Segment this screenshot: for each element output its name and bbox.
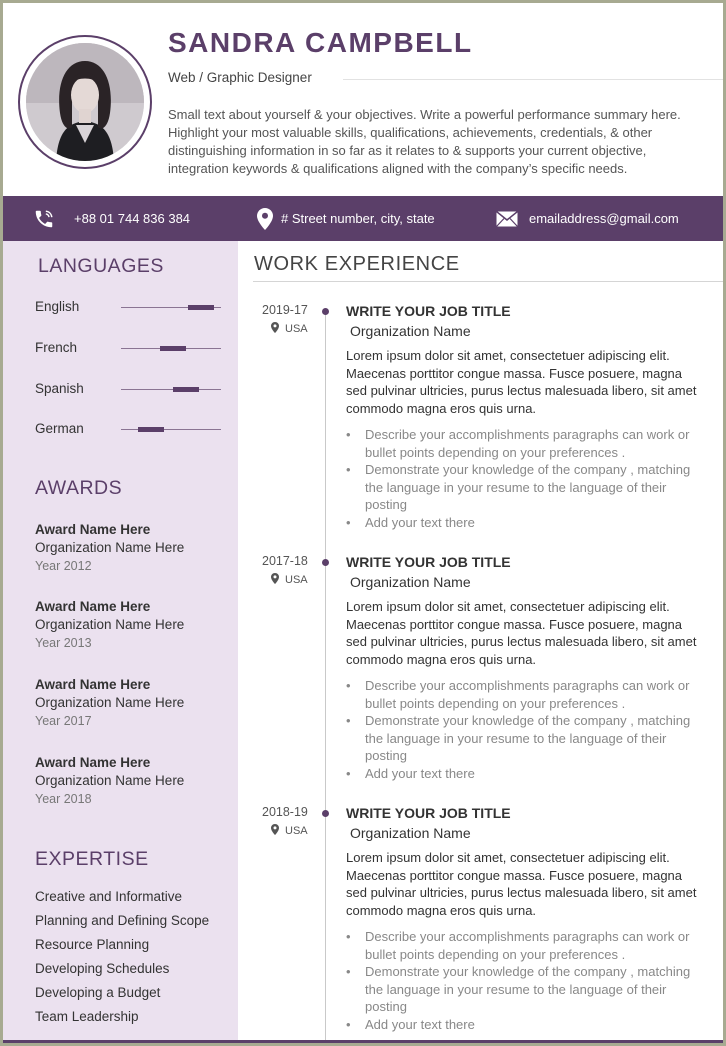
- expertise-item: Creative and Informative: [35, 889, 183, 904]
- award-year: Year 2017: [35, 714, 92, 728]
- timeline-dot: [322, 559, 329, 566]
- expertise-heading: EXPERTISE: [35, 848, 149, 870]
- job-bullet: • Demonstrate your knowledge of the company , matching the language in your resume to the language of their posting: [346, 461, 706, 514]
- location-pin-icon: [271, 573, 285, 587]
- contact-phone-text: +88 01 744 836 384: [74, 211, 191, 226]
- expertise-item: Developing a Budget: [35, 985, 161, 1000]
- award-name: Award Name Here: [35, 677, 151, 692]
- contact-bar: [3, 196, 723, 241]
- job-description: Lorem ipsum dolor sit amet, consectetuer adipiscing elit. Maecenas porttitor congue massa. Fusce posuere, magna sed pulvinar ultricies, purus lectus malesuada libero, sit amet commodo magna eros quis urna.: [346, 599, 697, 667]
- job-bullets: [346, 677, 706, 782]
- language-label: French: [35, 340, 78, 355]
- candidate-role: Web / Graphic Designer: [168, 70, 312, 85]
- phone-icon: [33, 208, 55, 230]
- job-date: 2019-17: [262, 303, 308, 317]
- job-bullet: • Describe your accomplishments paragraphs can work or bullet points depending on your preferences .: [346, 928, 706, 963]
- job-bullet: • Add your text there: [346, 514, 706, 532]
- award-year: Year 2012: [35, 559, 92, 573]
- job-bullet: • Describe your accomplishments paragraphs can work or bullet points depending on your preferences .: [346, 426, 706, 461]
- job-bullet: • Demonstrate your knowledge of the company , matching the language in your resume to the language of their posting: [346, 963, 706, 1016]
- job-bullet: • Demonstrate your knowledge of the company , matching the language in your resume to the language of their posting: [346, 712, 706, 765]
- language-label: German: [35, 421, 84, 436]
- language-label: English: [35, 299, 80, 314]
- job-location: [271, 322, 308, 336]
- job-entry: [3, 805, 723, 1045]
- award-org: Organization Name Here: [35, 695, 185, 710]
- contact-phone[interactable]: [33, 196, 190, 241]
- language-label: Spanish: [35, 381, 84, 396]
- job-date: 2018-19: [262, 805, 308, 819]
- awards-heading: AWARDS: [35, 477, 123, 499]
- location-pin-icon: [271, 322, 285, 336]
- job-org: Organization Name: [350, 825, 471, 841]
- profile-photo: [26, 43, 144, 161]
- award-org: Organization Name Here: [35, 773, 185, 788]
- award-org: Organization Name Here: [35, 617, 185, 632]
- profile-summary: Small text about yourself & your objectives. Write a powerful performance summary here. Highlight your most valuable skills, qualifications, achievements, credentials, & other distinguishing information in so far as it relates to & supports your current objective, integration keywords & qualifications aligned with the company’s specific needs.: [168, 107, 681, 176]
- envelope-icon: [496, 211, 518, 227]
- job-bullet: • Add your text there: [346, 1016, 706, 1034]
- location-pin-icon: [257, 208, 273, 230]
- languages-heading: LANGUAGES: [38, 255, 164, 277]
- work-experience-heading: WORK EXPERIENCE: [254, 253, 460, 275]
- award-year: Year 2018: [35, 792, 92, 806]
- award-name: Award Name Here: [35, 599, 151, 614]
- job-bullets: [346, 426, 706, 531]
- award-org: Organization Name Here: [35, 540, 185, 555]
- profile-photo-frame: [18, 35, 152, 169]
- job-location: [271, 824, 308, 838]
- contact-address-text: # Street number, city, state: [281, 211, 435, 226]
- timeline-dot: [322, 810, 329, 817]
- job-title: WRITE YOUR JOB TITLE: [346, 805, 511, 821]
- location-pin-icon: [271, 824, 285, 838]
- work-heading-divider: [253, 281, 723, 282]
- header-divider: [343, 79, 723, 80]
- expertise-item: Team Leadership: [35, 1009, 139, 1024]
- award-name: Award Name Here: [35, 522, 151, 537]
- expertise-item: Planning and Defining Scope: [35, 913, 210, 928]
- job-bullets: [346, 928, 706, 1033]
- job-title: WRITE YOUR JOB TITLE: [346, 303, 511, 319]
- contact-email[interactable]: [496, 196, 679, 241]
- job-title: WRITE YOUR JOB TITLE: [346, 554, 511, 570]
- job-location-text: USA: [285, 323, 308, 335]
- job-entry: [3, 303, 723, 543]
- candidate-name: SANDRA CAMPBELL: [168, 27, 473, 58]
- job-description: Lorem ipsum dolor sit amet, consectetuer adipiscing elit. Maecenas porttitor congue massa. Fusce posuere, magna sed pulvinar ultricies, purus lectus malesuada libero, sit amet commodo magna eros quis urna.: [346, 850, 697, 918]
- expertise-item: Developing Schedules: [35, 961, 170, 976]
- job-bullet: • Describe your accomplishments paragraphs can work or bullet points depending on your preferences .: [346, 677, 706, 712]
- footer-bar: [3, 1040, 723, 1046]
- award-name: Award Name Here: [35, 755, 151, 770]
- job-org: Organization Name: [350, 323, 471, 339]
- job-location-text: USA: [285, 825, 308, 837]
- job-location: [271, 573, 308, 587]
- award-year: Year 2013: [35, 636, 92, 650]
- timeline-dot: [322, 308, 329, 315]
- contact-email-text: emailaddress@gmail.com: [529, 211, 679, 226]
- job-description: Lorem ipsum dolor sit amet, consectetuer adipiscing elit. Maecenas porttitor congue massa. Fusce posuere, magna sed pulvinar ultricies, purus lectus malesuada libero, sit amet commodo magna eros quis urna.: [346, 348, 697, 416]
- job-org: Organization Name: [350, 574, 471, 590]
- contact-address[interactable]: [257, 196, 435, 241]
- expertise-item: Resource Planning: [35, 937, 150, 952]
- job-location-text: USA: [285, 574, 308, 586]
- job-bullet: • Add your text there: [346, 765, 706, 783]
- job-date: 2017-18: [262, 554, 308, 568]
- job-entry: [3, 554, 723, 794]
- profile-photo-image: [26, 43, 144, 161]
